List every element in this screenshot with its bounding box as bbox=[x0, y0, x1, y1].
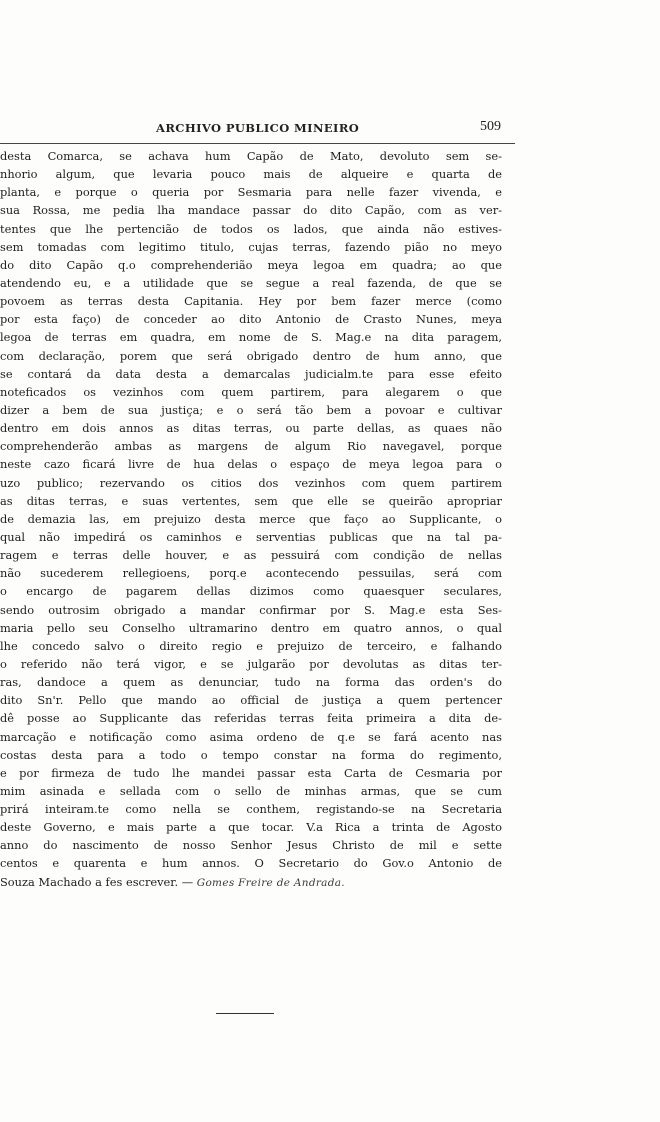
final-line-text: Souza Machado a fes escrever. — bbox=[0, 874, 197, 889]
text-line: dizer a bem de sua justiça; e o será tão bem a povoar e cultivar bbox=[0, 402, 502, 417]
end-divider bbox=[216, 1013, 274, 1014]
text-line: se contará da data desta a demarcalas judicialm.te para esse efeito bbox=[0, 366, 502, 381]
text-line: sem tomadas com legitimo titulo, cujas terras, fazendo pião no meyo bbox=[0, 239, 502, 254]
text-line: dito Sn'r. Pello que mando ao official de justiça a quem pertencer bbox=[0, 693, 502, 708]
page-number: 509 bbox=[480, 119, 501, 134]
text-line: desta Comarca, se achava hum Capão de Mato, devoluto sem se- bbox=[0, 149, 502, 163]
running-title: ARCHIVO PUBLICO MINEIRO bbox=[156, 121, 360, 135]
text-line: deste Governo, e mais parte a que tocar. V.a Rica a trinta de Agosto bbox=[0, 820, 502, 835]
text-line: lhe concedo salvo o direito regio e prejuizo de terceiro, e falhando bbox=[0, 638, 502, 653]
text-line: nhorio algum, que levaria pouco mais de alqueire e quarta de bbox=[0, 167, 502, 182]
text-line: dentro em dois annos as ditas terras, ou parte dellas, as quaes não bbox=[0, 421, 502, 436]
text-line: com declaração, porem que será obrigado dentro de hum anno, que bbox=[0, 348, 502, 363]
text-line: costas desta para a todo o tempo constar na forma do regimento, bbox=[0, 747, 502, 762]
text-line: ragem e terras delle houver, e as pessuirá com condição de nellas bbox=[0, 548, 502, 563]
text-line: do dito Capão q.o comprehenderião meya legoa em quadra; ao que bbox=[0, 257, 502, 272]
text-line: tentes que lhe pertencião de todos os lados, que ainda não estives- bbox=[0, 221, 502, 236]
text-line: não sucederem rellegioens, porq.e acontecendo pessuilas, será com bbox=[0, 566, 502, 581]
body-text bbox=[0, 147, 502, 891]
text-line: prirá inteiram.te como nella se conthem, registando-se na Secretaria bbox=[0, 802, 502, 817]
text-line: anno do nascimento de nosso Senhor Jesus Christo de mil e sette bbox=[0, 838, 502, 853]
text-line: comprehenderão ambas as margens de algum Rio navegavel, porque bbox=[0, 439, 502, 454]
text-line: maria pello seu Conselho ultramarino dentro em quatro annos, o qual bbox=[0, 620, 502, 635]
text-line: mim asinada e sellada com o sello de minhas armas, que se cum bbox=[0, 783, 502, 798]
text-line: dê posse ao Supplicante das referidas terras feita primeira a dita de- bbox=[0, 711, 502, 726]
text-line: por esta faço) de conceder ao dito Antonio de Crasto Nunes, meya bbox=[0, 312, 502, 327]
text-line: o encargo de pagarem dellas dizimos como quaesquer seculares, bbox=[0, 584, 502, 599]
text-line: de demazia las, em prejuizo desta merce que faço ao Supplicante, o bbox=[0, 511, 502, 526]
text-line: noteficados os vezinhos com quem partirem, para alegarem o que bbox=[0, 384, 502, 399]
text-line: uzo publico; rezervando os citios dos vezinhos com quem partirem bbox=[0, 475, 502, 490]
text-line: qual não impedirá os caminhos e serventias publicas que na tal pa- bbox=[0, 529, 502, 544]
page-header bbox=[0, 117, 515, 137]
text-line: as ditas terras, e suas vertentes, sem que elle se queirão apropriar bbox=[0, 493, 502, 508]
text-line: neste cazo ficará livre de hua delas o espaço de meya legoa para o bbox=[0, 457, 502, 472]
signature: Gomes Freire de Andrada. bbox=[196, 876, 345, 889]
text-line-final bbox=[0, 873, 502, 891]
header-divider bbox=[0, 143, 515, 144]
text-line: povoem as terras desta Capitania. Hey por bem fazer merce (como bbox=[0, 294, 502, 309]
text-line: planta, e porque o queria por Sesmaria para nelle fazer vivenda, e bbox=[0, 185, 502, 200]
text-line: ras, dandoce a quem as denunciar, tudo na forma das orden's do bbox=[0, 675, 502, 690]
text-line: sendo outrosim obrigado a mandar confirmar por S. Mag.e esta Ses- bbox=[0, 602, 502, 617]
text-line: sua Rossa, me pedia lha mandace passar do dito Capão, com as ver- bbox=[0, 203, 502, 218]
text-line: marcação e notificação como asima ordeno de q.e se fará acento nas bbox=[0, 729, 502, 744]
text-line: o referido não terá vigor, e se julgarão por devolutas as ditas ter- bbox=[0, 656, 502, 671]
text-line: e por firmeza de tudo lhe mandei passar esta Carta de Cesmaria por bbox=[0, 765, 502, 780]
text-line: atendendo eu, e a utilidade que se segue a real fazenda, de que se bbox=[0, 275, 502, 290]
text-line: legoa de terras em quadra, em nome de S. Mag.e na dita paragem, bbox=[0, 330, 502, 345]
text-line: centos e quarenta e hum annos. O Secretario do Gov.o Antonio de bbox=[0, 856, 502, 871]
